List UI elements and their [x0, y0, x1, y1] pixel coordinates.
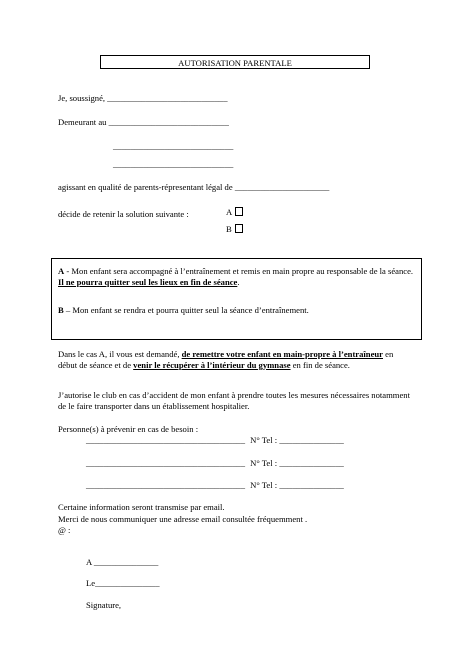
contact-tel-line[interactable]: _______________ [279, 480, 344, 490]
case-a-instruction-2: venir le récupérer à l’intérieur du gymnase [133, 359, 291, 370]
decide-label: décide de retenir la solution suivante : [58, 209, 189, 219]
contact-name-line[interactable]: _____________________________________ [86, 435, 245, 445]
tel-label: N° Tel : [250, 480, 278, 490]
tel-label: N° Tel : [250, 435, 278, 445]
email-notice: Certaine information seront transmise par email. [58, 502, 225, 512]
option-a[interactable] [226, 207, 243, 218]
contact-name-line[interactable]: _____________________________________ [86, 480, 245, 490]
option-a-letter: A [226, 207, 233, 217]
option-b-checkbox[interactable] [235, 224, 243, 233]
document-title: AUTORISATION PARENTALE [100, 55, 370, 69]
contact-row-1 [86, 435, 344, 446]
demeurant-field[interactable]: Demeurant au ____________________________ [58, 117, 229, 127]
address-line-3[interactable]: ____________________________ [113, 159, 234, 169]
contact-tel-line[interactable]: _______________ [279, 458, 344, 468]
date-field[interactable]: Le_______________ [86, 578, 160, 588]
address-line-2[interactable]: ____________________________ [113, 141, 234, 151]
choice-a-text: A - Mon enfant sera accompagné à l’entraînement et remis en main propre au responsable de la séance. Il ne pourra quitter seul les lieux en fin de séance. [58, 266, 414, 287]
choice-description-box [51, 258, 422, 340]
choice-a-warning: Il ne pourra quitter seul les lieux en fin de séance [58, 276, 238, 287]
option-b[interactable] [226, 224, 243, 235]
signature-label: Signature, [86, 600, 122, 610]
email-field[interactable]: @ : [58, 525, 71, 535]
authorization-paragraph: J’autorise le club en cas d’accident de mon enfant à prendre toutes les mesures nécessaires notamment de le faire transporter dans un établissement hospitalier. [58, 390, 410, 411]
contact-row-3 [86, 480, 344, 491]
email-request: Merci de nous communiquer une adresse email consultée fréquemment . [58, 514, 308, 524]
choice-b-letter: B [58, 305, 64, 316]
case-a-paragraph: Dans le cas A, il vous est demandé, de remettre votre enfant en main-propre à l’entraîneur en début de séance et de venir le récupérer à l’intérieur du gymnase en fin de séance. [58, 349, 394, 370]
choice-b-text: B – Mon enfant se rendra et pourra quitter seul la séance d’entraînement. [58, 305, 309, 316]
option-a-checkbox[interactable] [235, 207, 243, 216]
choice-a-letter: A [58, 266, 65, 276]
place-field[interactable]: A _______________ [86, 557, 159, 567]
option-b-letter: B [226, 224, 232, 234]
qualite-field[interactable]: agissant en qualité de parents-répresentant légal de ______________________ [58, 182, 330, 192]
contact-name-line[interactable]: _____________________________________ [86, 458, 245, 468]
case-a-instruction-1: de remettre votre enfant en main-propre à l’entraîneur [181, 349, 383, 359]
contact-tel-line[interactable]: _______________ [279, 435, 344, 445]
contact-row-2 [86, 458, 344, 469]
tel-label: N° Tel : [250, 458, 278, 468]
soussigne-field[interactable]: Je, soussigné, ____________________________ [58, 93, 228, 103]
contacts-heading: Personne(s) à prévenir en cas de besoin : [58, 424, 199, 434]
